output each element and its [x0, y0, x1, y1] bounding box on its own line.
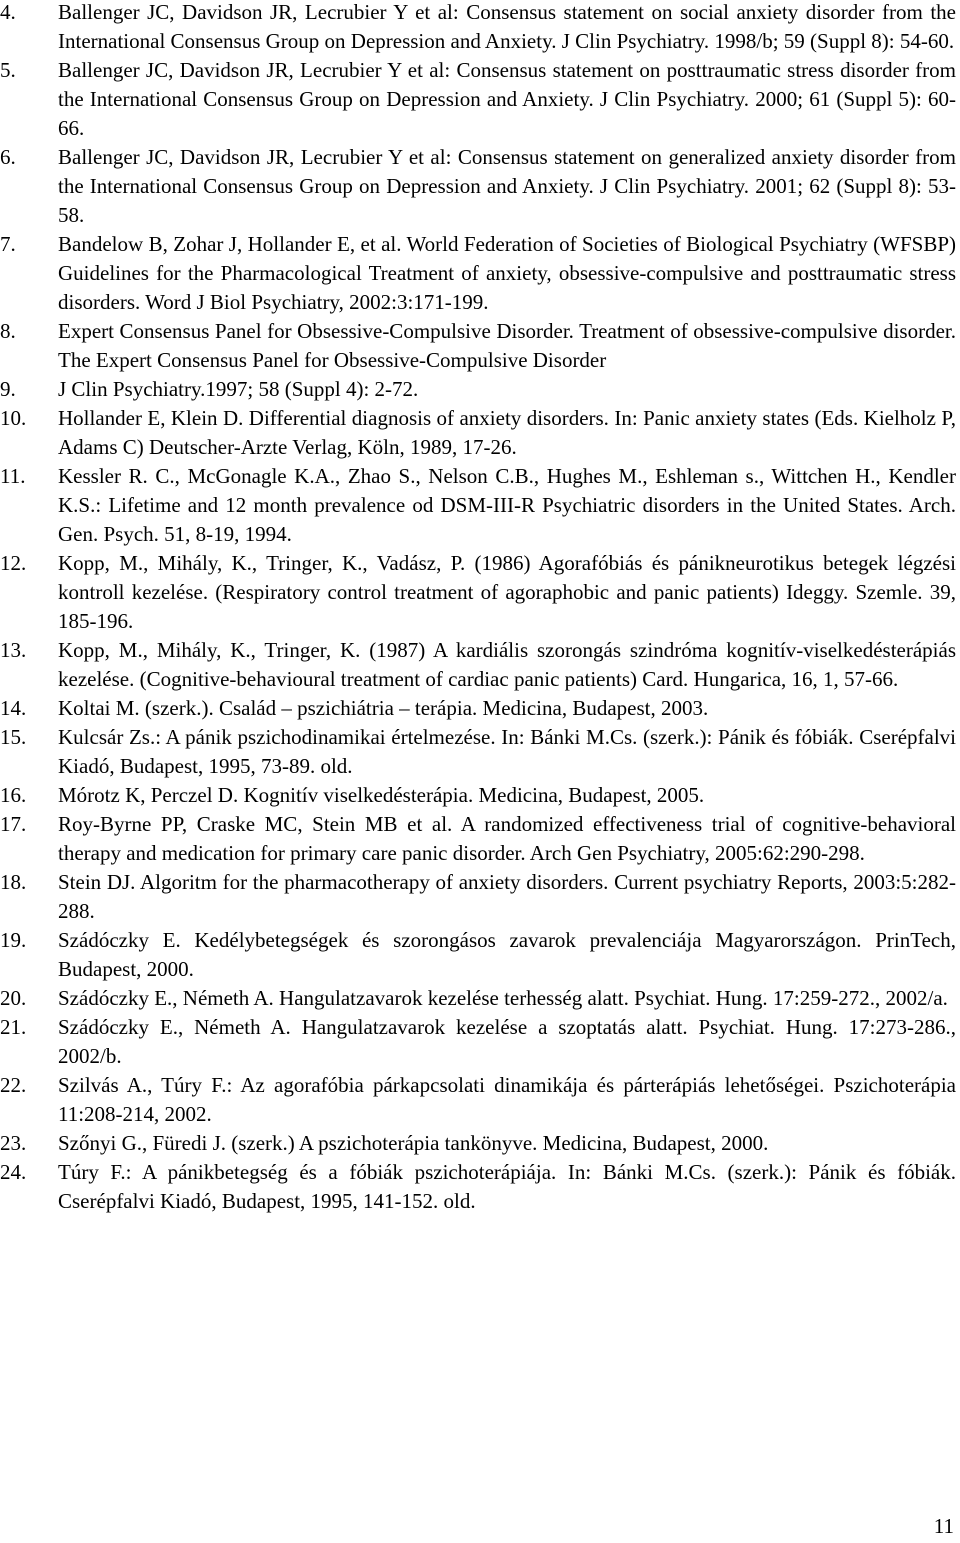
reference-text: Kessler R. C., McGonagle K.A., Zhao S., Nelson C.B., Hughes M., Eshleman s., Wittchen H., Kendler K.S.: Lifetime and 12 month prevalence od DSM-III-R Psychiatric disorders in the United States. Arch. Gen. Psych. 51, 8-19, 1994.	[58, 464, 956, 546]
reference-item	[0, 404, 956, 462]
reference-text: Szádóczky E. Kedélybetegségek és szorongásos zavarok prevalenciája Magyarországon. PrinTech, Budapest, 2000.	[58, 928, 956, 981]
reference-number: 24.	[0, 1160, 27, 1184]
reference-item	[0, 462, 956, 549]
reference-number: 4.	[0, 0, 16, 24]
reference-text: Kopp, M., Mihály, K., Tringer, K. (1987) A kardiális szorongás szindróma kognitív-viselkedésterápiás kezelése. (Cognitive-behavioural treatment of cardiac panic patients) Card. Hungarica, 16, 1, 57-66.	[58, 638, 956, 691]
reference-item	[0, 230, 956, 317]
reference-number: 8.	[0, 319, 16, 343]
reference-number: 22.	[0, 1073, 27, 1097]
reference-item	[0, 694, 956, 723]
reference-item	[0, 549, 956, 636]
reference-item	[0, 1158, 956, 1216]
reference-text: Szőnyi G., Füredi J. (szerk.) A pszichoterápia tankönyve. Medicina, Budapest, 2000.	[58, 1131, 769, 1155]
reference-number: 23.	[0, 1131, 27, 1155]
reference-item	[0, 810, 956, 868]
reference-item	[0, 375, 956, 404]
reference-number: 19.	[0, 928, 27, 952]
reference-text: Expert Consensus Panel for Obsessive-Compulsive Disorder. Treatment of obsessive-compulsive disorder. The Expert Consensus Panel for Obsessive-Compulsive Disorder	[58, 319, 956, 372]
reference-number: 13.	[0, 638, 27, 662]
reference-item	[0, 317, 956, 375]
reference-item	[0, 1129, 956, 1158]
reference-text: Koltai M. (szerk.). Család – pszichiátria – terápia. Medicina, Budapest, 2003.	[58, 696, 709, 720]
reference-text: Szilvás A., Túry F.: Az agorafóbia párkapcsolati dinamikája és párterápiás lehetőségei. Pszichoterápia 11:208-214, 2002.	[58, 1073, 956, 1126]
reference-text: Roy-Byrne PP, Craske MC, Stein MB et al. A randomized effectiveness trial of cognitive-behavioral therapy and medication for primary care panic disorder. Arch Gen Psychiatry, 2005:62:290-298.	[58, 812, 956, 865]
reference-text: J Clin Psychiatry.1997; 58 (Suppl 4): 2-72.	[58, 377, 419, 401]
reference-number: 6.	[0, 145, 16, 169]
reference-text: Kopp, M., Mihály, K., Tringer, K., Vadász, P. (1986) Agorafóbiás és pánikneurotikus betegek légzési kontroll kezelése. (Respiratory control treatment of agoraphobic and panic patients) Ideggy. Szemle. 39, 185-196.	[58, 551, 956, 633]
reference-text: Szádóczky E., Németh A. Hangulatzavarok kezelése terhesség alatt. Psychiat. Hung. 17:259-272., 2002/a.	[58, 986, 948, 1010]
reference-text: Kulcsár Zs.: A pánik pszichodinamikai értelmezése. In: Bánki M.Cs. (szerk.): Pánik és fóbiák. Cserépfalvi Kiadó, Budapest, 1995, 73-89. old.	[58, 725, 956, 778]
reference-item	[0, 723, 956, 781]
reference-text: Stein DJ. Algoritm for the pharmacotherapy of anxiety disorders. Current psychiatry Reports, 2003:5:282-288.	[58, 870, 956, 923]
reference-number: 18.	[0, 870, 27, 894]
reference-item	[0, 984, 956, 1013]
reference-item	[0, 636, 956, 694]
reference-text: Szádóczky E., Németh A. Hangulatzavarok kezelése a szoptatás alatt. Psychiat. Hung. 17:273-286., 2002/b.	[58, 1015, 956, 1068]
reference-number: 21.	[0, 1015, 27, 1039]
reference-text: Ballenger JC, Davidson JR, Lecrubier Y et al: Consensus statement on generalized anxiety disorder from the International Consensus Group on Depression and Anxiety. J Clin Psychiatry. 2001; 62 (Suppl 8): 53-58.	[58, 145, 956, 227]
reference-number: 20.	[0, 986, 27, 1010]
reference-text: Mórotz K, Perczel D. Kognitív viselkedésterápia. Medicina, Budapest, 2005.	[58, 783, 705, 807]
reference-number: 14.	[0, 696, 27, 720]
reference-item	[0, 926, 956, 984]
reference-number: 11.	[0, 464, 26, 488]
reference-number: 17.	[0, 812, 27, 836]
reference-number: 7.	[0, 232, 16, 256]
reference-text: Ballenger JC, Davidson JR, Lecrubier Y et al: Consensus statement on social anxiety disorder from the International Consensus Group on Depression and Anxiety. J Clin Psychiatry. 1998/b; 59 (Suppl 8): 54-60.	[58, 0, 956, 53]
reference-item	[0, 781, 956, 810]
reference-text: Hollander E, Klein D. Differential diagnosis of anxiety disorders. In: Panic anxiety states (Eds. Kielholz P, Adams C) Deutscher-Arzte Verlag, Köln, 1989, 17-26.	[58, 406, 956, 459]
reference-item	[0, 143, 956, 230]
reference-text: Ballenger JC, Davidson JR, Lecrubier Y et al: Consensus statement on posttraumatic stress disorder from the International Consensus Group on Depression and Anxiety. J Clin Psychiatry. 2000; 61 (Suppl 5): 60-66.	[58, 58, 956, 140]
page-number: 11	[933, 1514, 954, 1538]
reference-text: Túry F.: A pánikbetegség és a fóbiák pszichoterápiája. In: Bánki M.Cs. (szerk.): Pánik és fóbiák. Cserépfalvi Kiadó, Budapest, 1995, 141-152. old.	[58, 1160, 956, 1213]
reference-item	[0, 56, 956, 143]
reference-number: 5.	[0, 58, 16, 82]
reference-number: 12.	[0, 551, 27, 575]
reference-number: 16.	[0, 783, 27, 807]
reference-number: 9.	[0, 377, 16, 401]
reference-item	[0, 868, 956, 926]
reference-item	[0, 0, 956, 56]
reference-number: 15.	[0, 725, 27, 749]
reference-number: 10.	[0, 406, 27, 430]
reference-item	[0, 1071, 956, 1129]
reference-item	[0, 1013, 956, 1071]
reference-text: Bandelow B, Zohar J, Hollander E, et al. World Federation of Societies of Biological Psychiatry (WFSBP) Guidelines for the Pharmacological Treatment of anxiety, obsessive-compulsive and posttraumatic stress disorders. Word J Biol Psychiatry, 2002:3:171-199.	[58, 232, 956, 314]
